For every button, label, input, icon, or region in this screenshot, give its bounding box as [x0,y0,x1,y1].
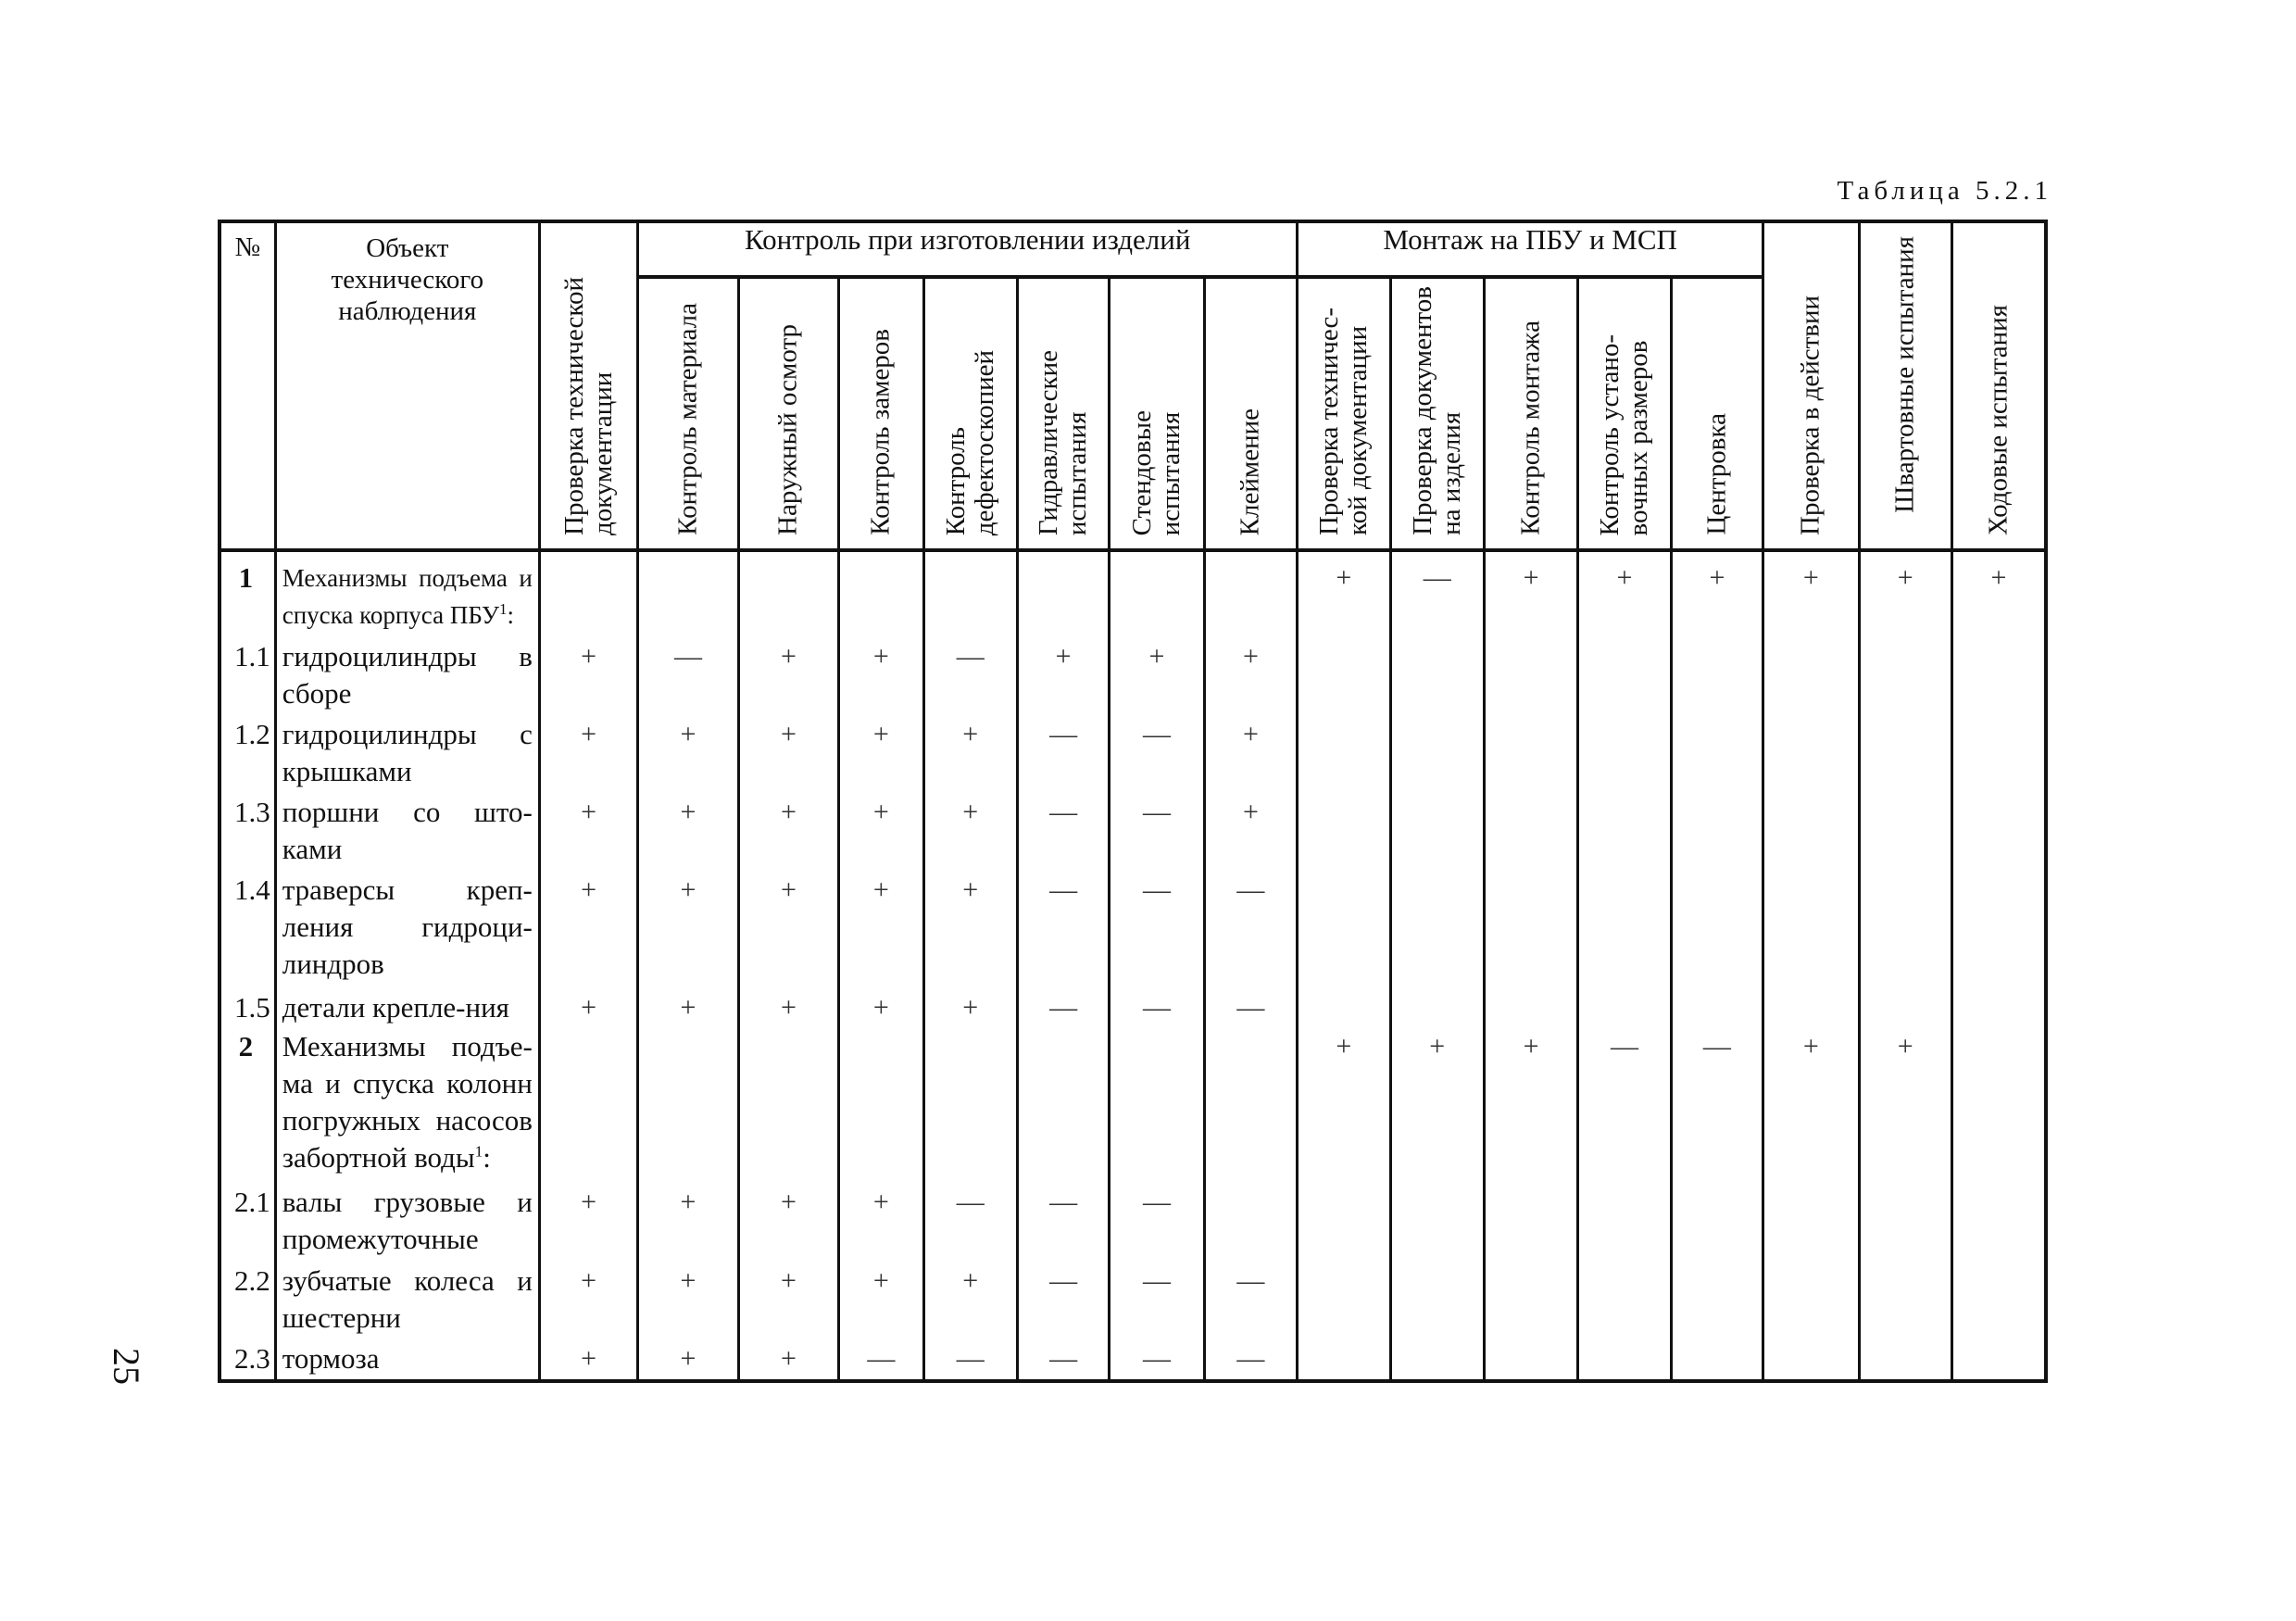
mark-cell: + [738,1184,838,1262]
mark-cell [1671,794,1763,872]
mark-cell [1859,1340,1951,1381]
col-install-header: Проверка техничес- кой документации [1298,277,1390,550]
mark-cell: + [539,1340,637,1381]
mark-cell: + [1204,638,1297,716]
mark-cell [1298,638,1390,716]
object-name [275,872,539,988]
mark-cell [1484,638,1577,716]
mark-cell [1298,872,1390,988]
mark-cell: — [1390,550,1484,638]
mark-cell [1859,716,1951,794]
object-name-text: Механизмы подъема и спуска корпуса ПБУ [282,564,533,629]
mark-cell [1859,638,1951,716]
mark-cell [1859,1184,1951,1262]
mark-cell: — [638,638,738,716]
mark-cell [1484,1184,1577,1262]
mark-cell: + [1390,1028,1484,1184]
mark-cell: + [1204,716,1297,794]
mark-cell [1484,872,1577,988]
mark-cell [1298,1184,1390,1262]
mark-cell [738,1028,838,1184]
row-number: 2.2 [220,1263,275,1340]
mark-cell [1763,872,1859,988]
mark-cell: + [1110,638,1204,716]
mark-cell: + [738,716,838,794]
table-row [220,1184,2046,1262]
col-install-header: Контроль устано- вочных размеров [1578,277,1671,550]
mark-cell: — [1017,872,1109,988]
mark-cell [738,550,838,638]
mark-cell [1951,638,2046,716]
mark-cell: — [1110,872,1204,988]
mark-cell: + [738,872,838,988]
header-row-groups [220,221,2046,277]
object-name [275,1263,539,1340]
mark-cell: + [1298,550,1390,638]
footnote-mark: 1 [474,1142,483,1161]
mark-cell: + [539,794,637,872]
group-install-header: Монтаж на ПБУ и МСП [1298,221,1763,277]
mark-cell [1671,716,1763,794]
mark-cell: + [539,1184,637,1262]
mark-cell [1951,1184,2046,1262]
mark-cell: + [539,716,637,794]
group-manufacture-header: Контроль при изготовлении изделий [638,221,1298,277]
mark-cell: + [539,872,637,988]
mark-cell [923,550,1017,638]
mark-cell [1763,1263,1859,1340]
mark-cell [1578,638,1671,716]
col-num-header: № [220,221,275,550]
mark-cell: — [1110,716,1204,794]
mark-cell: + [539,638,637,716]
object-name [275,794,539,872]
mark-cell: + [1763,1028,1859,1184]
object-name-text: Механизмы подъе-ма и спуска колонн погружных насосов забортной воды [282,1029,533,1174]
object-name [275,1340,539,1381]
table-caption: Таблица 5.2.1 [1837,176,2052,206]
row-number: 2 [220,1028,275,1184]
row-number: 1.4 [220,872,275,988]
mark-cell [1951,1263,2046,1340]
table-row [220,1263,2046,1340]
mark-cell [1578,716,1671,794]
mark-cell: + [738,1263,838,1340]
col-final-header: Проверка в действии [1763,221,1859,550]
mark-cell: — [923,638,1017,716]
mark-cell: + [1484,1028,1577,1184]
mark-cell [1671,872,1763,988]
mark-cell [1484,989,1577,1028]
footnote-mark: 1 [499,600,508,618]
mark-cell [1671,1340,1763,1381]
col-manufacture-header: Контроль дефектоскопией [923,277,1017,550]
mark-cell [1671,1184,1763,1262]
mark-cell [638,550,738,638]
mark-cell [1204,550,1297,638]
object-name-text: валы грузовые и промежуточные [282,1186,533,1256]
mark-cell: — [1204,872,1297,988]
mark-cell [1578,872,1671,988]
mark-cell [1671,638,1763,716]
table-row [220,550,2046,638]
row-number: 1.2 [220,716,275,794]
mark-cell [638,1028,738,1184]
object-name [275,550,539,638]
mark-cell: + [1763,550,1859,638]
mark-cell: — [1017,1184,1109,1262]
mark-cell [1484,1340,1577,1381]
mark-cell: + [839,872,923,988]
object-name-text: детали крепле-ния [282,990,509,1024]
mark-cell: + [738,1340,838,1381]
table-row [220,794,2046,872]
mark-cell: + [839,716,923,794]
mark-cell: — [1017,716,1109,794]
mark-cell [1951,794,2046,872]
mark-cell [1484,794,1577,872]
mark-cell [1671,1263,1763,1340]
table-row [220,716,2046,794]
mark-cell [839,1028,923,1184]
col-manufacture-header: Контроль материала [638,277,738,550]
mark-cell [1017,1028,1109,1184]
mark-cell: + [1859,1028,1951,1184]
mark-cell [539,550,637,638]
mark-cell: — [1204,1340,1297,1381]
table-row [220,1028,2046,1184]
mark-cell: + [1298,1028,1390,1184]
mark-cell [1578,1340,1671,1381]
mark-cell [1298,794,1390,872]
row-number: 1.5 [220,989,275,1028]
mark-cell: — [1671,1028,1763,1184]
mark-cell: + [738,638,838,716]
col-manufacture-header: Контроль замеров [839,277,923,550]
object-name [275,716,539,794]
mark-cell [1484,1263,1577,1340]
mark-cell [1671,989,1763,1028]
mark-cell [1951,1340,2046,1381]
col-install-header: Центровка [1671,277,1763,550]
mark-cell [1859,794,1951,872]
mark-cell [1298,1340,1390,1381]
mark-cell [539,1028,637,1184]
col-manufacture-header: Гидравлические испытания [1017,277,1109,550]
mark-cell [1204,1184,1297,1262]
mark-cell [1951,1028,2046,1184]
mark-cell: + [638,1263,738,1340]
object-name-text: зубчатые колеса и шестерни [282,1263,533,1334]
mark-cell [1298,1263,1390,1340]
mark-cell: + [1204,794,1297,872]
col-object-header: Объект технического наблюдения [275,221,539,550]
mark-cell: — [1017,1340,1109,1381]
mark-cell: + [839,1184,923,1262]
mark-cell [923,1028,1017,1184]
mark-cell: + [839,794,923,872]
mark-cell: + [638,989,738,1028]
mark-cell [1298,989,1390,1028]
mark-cell [1390,989,1484,1028]
mark-cell [1110,550,1204,638]
mark-cell [1390,872,1484,988]
mark-cell [1763,638,1859,716]
mark-cell [1390,638,1484,716]
mark-cell: + [638,794,738,872]
mark-cell: + [923,989,1017,1028]
mark-cell [1484,716,1577,794]
object-name-text: гидроцилиндры с крышками [282,717,533,787]
object-name [275,989,539,1028]
mark-cell [1578,794,1671,872]
mark-cell [1298,716,1390,794]
col-manufacture-header: Наружный осмотр [738,277,838,550]
object-name-suffix: : [507,601,515,629]
mark-cell: — [1110,794,1204,872]
mark-cell: — [1017,1263,1109,1340]
mark-cell: — [923,1184,1017,1262]
object-name [275,1184,539,1262]
mark-cell: — [1110,1263,1204,1340]
mark-cell [1578,989,1671,1028]
col-install-header: Проверка документов на изделия [1390,277,1484,550]
mark-cell: + [1859,550,1951,638]
mark-cell: + [1671,550,1763,638]
row-number: 1.1 [220,638,275,716]
mark-cell [1859,989,1951,1028]
row-number: 1.3 [220,794,275,872]
mark-cell [1390,1263,1484,1340]
mark-cell: + [923,794,1017,872]
table-row [220,989,2046,1028]
mark-cell [1763,1340,1859,1381]
mark-cell: — [839,1340,923,1381]
table-row [220,638,2046,716]
mark-cell: + [923,872,1017,988]
mark-cell [1859,872,1951,988]
table-row [220,1340,2046,1381]
mark-cell: + [738,794,838,872]
mark-cell [1763,1184,1859,1262]
mark-cell: + [839,638,923,716]
mark-cell [1578,1263,1671,1340]
object-name-text: тормоза [282,1341,380,1375]
mark-cell [1763,794,1859,872]
row-number: 1 [220,550,275,638]
mark-cell [1763,716,1859,794]
mark-cell [1390,1184,1484,1262]
object-name [275,1028,539,1184]
mark-cell: + [638,872,738,988]
object-name-text: поршни со што-ками [282,796,533,866]
inspection-table [218,220,2048,1383]
page-number: 25 [106,1348,147,1385]
mark-cell: + [1578,550,1671,638]
col-final-header: Швартовные испытания [1859,221,1951,550]
mark-cell: — [923,1340,1017,1381]
object-name-text: траверсы креп-ления гидроци-линдров [282,873,533,981]
col-manufacture-header: Стендовые испытания [1110,277,1204,550]
mark-cell: + [923,716,1017,794]
mark-cell [1390,794,1484,872]
mark-cell [1110,1028,1204,1184]
mark-cell [1204,1028,1297,1184]
mark-cell: + [1951,550,2046,638]
mark-cell: — [1204,1263,1297,1340]
mark-cell: + [923,1263,1017,1340]
mark-cell: + [839,1263,923,1340]
mark-cell [1951,989,2046,1028]
mark-cell: + [638,1184,738,1262]
mark-cell: + [539,1263,637,1340]
mark-cell: — [1017,989,1109,1028]
mark-cell: + [1017,638,1109,716]
mark-cell: + [539,989,637,1028]
mark-cell [1017,550,1109,638]
object-name-suffix: : [483,1140,491,1174]
mark-cell [1390,1340,1484,1381]
mark-cell: — [1017,794,1109,872]
mark-cell [1390,716,1484,794]
mark-cell: + [839,989,923,1028]
mark-cell [1951,716,2046,794]
row-number: 2.1 [220,1184,275,1262]
mark-cell: — [1110,1340,1204,1381]
col-doc-check-header: Проверка технической документации [539,221,637,550]
mark-cell: — [1204,989,1297,1028]
mark-cell: + [1484,550,1577,638]
table-row [220,872,2046,988]
mark-cell [1859,1263,1951,1340]
mark-cell [1578,1184,1671,1262]
object-name [275,638,539,716]
mark-cell: — [1578,1028,1671,1184]
mark-cell [1763,989,1859,1028]
mark-cell [839,550,923,638]
row-number: 2.3 [220,1340,275,1381]
mark-cell: — [1110,989,1204,1028]
mark-cell: + [638,716,738,794]
mark-cell: + [738,989,838,1028]
mark-cell [1951,872,2046,988]
mark-cell: + [638,1340,738,1381]
col-final-header: Ходовые испытания [1951,221,2046,550]
col-install-header: Контроль монтажа [1484,277,1577,550]
mark-cell: — [1110,1184,1204,1262]
col-manufacture-header: Клеймение [1204,277,1297,550]
object-name-text: гидроцилиндры в сборе [282,639,533,710]
